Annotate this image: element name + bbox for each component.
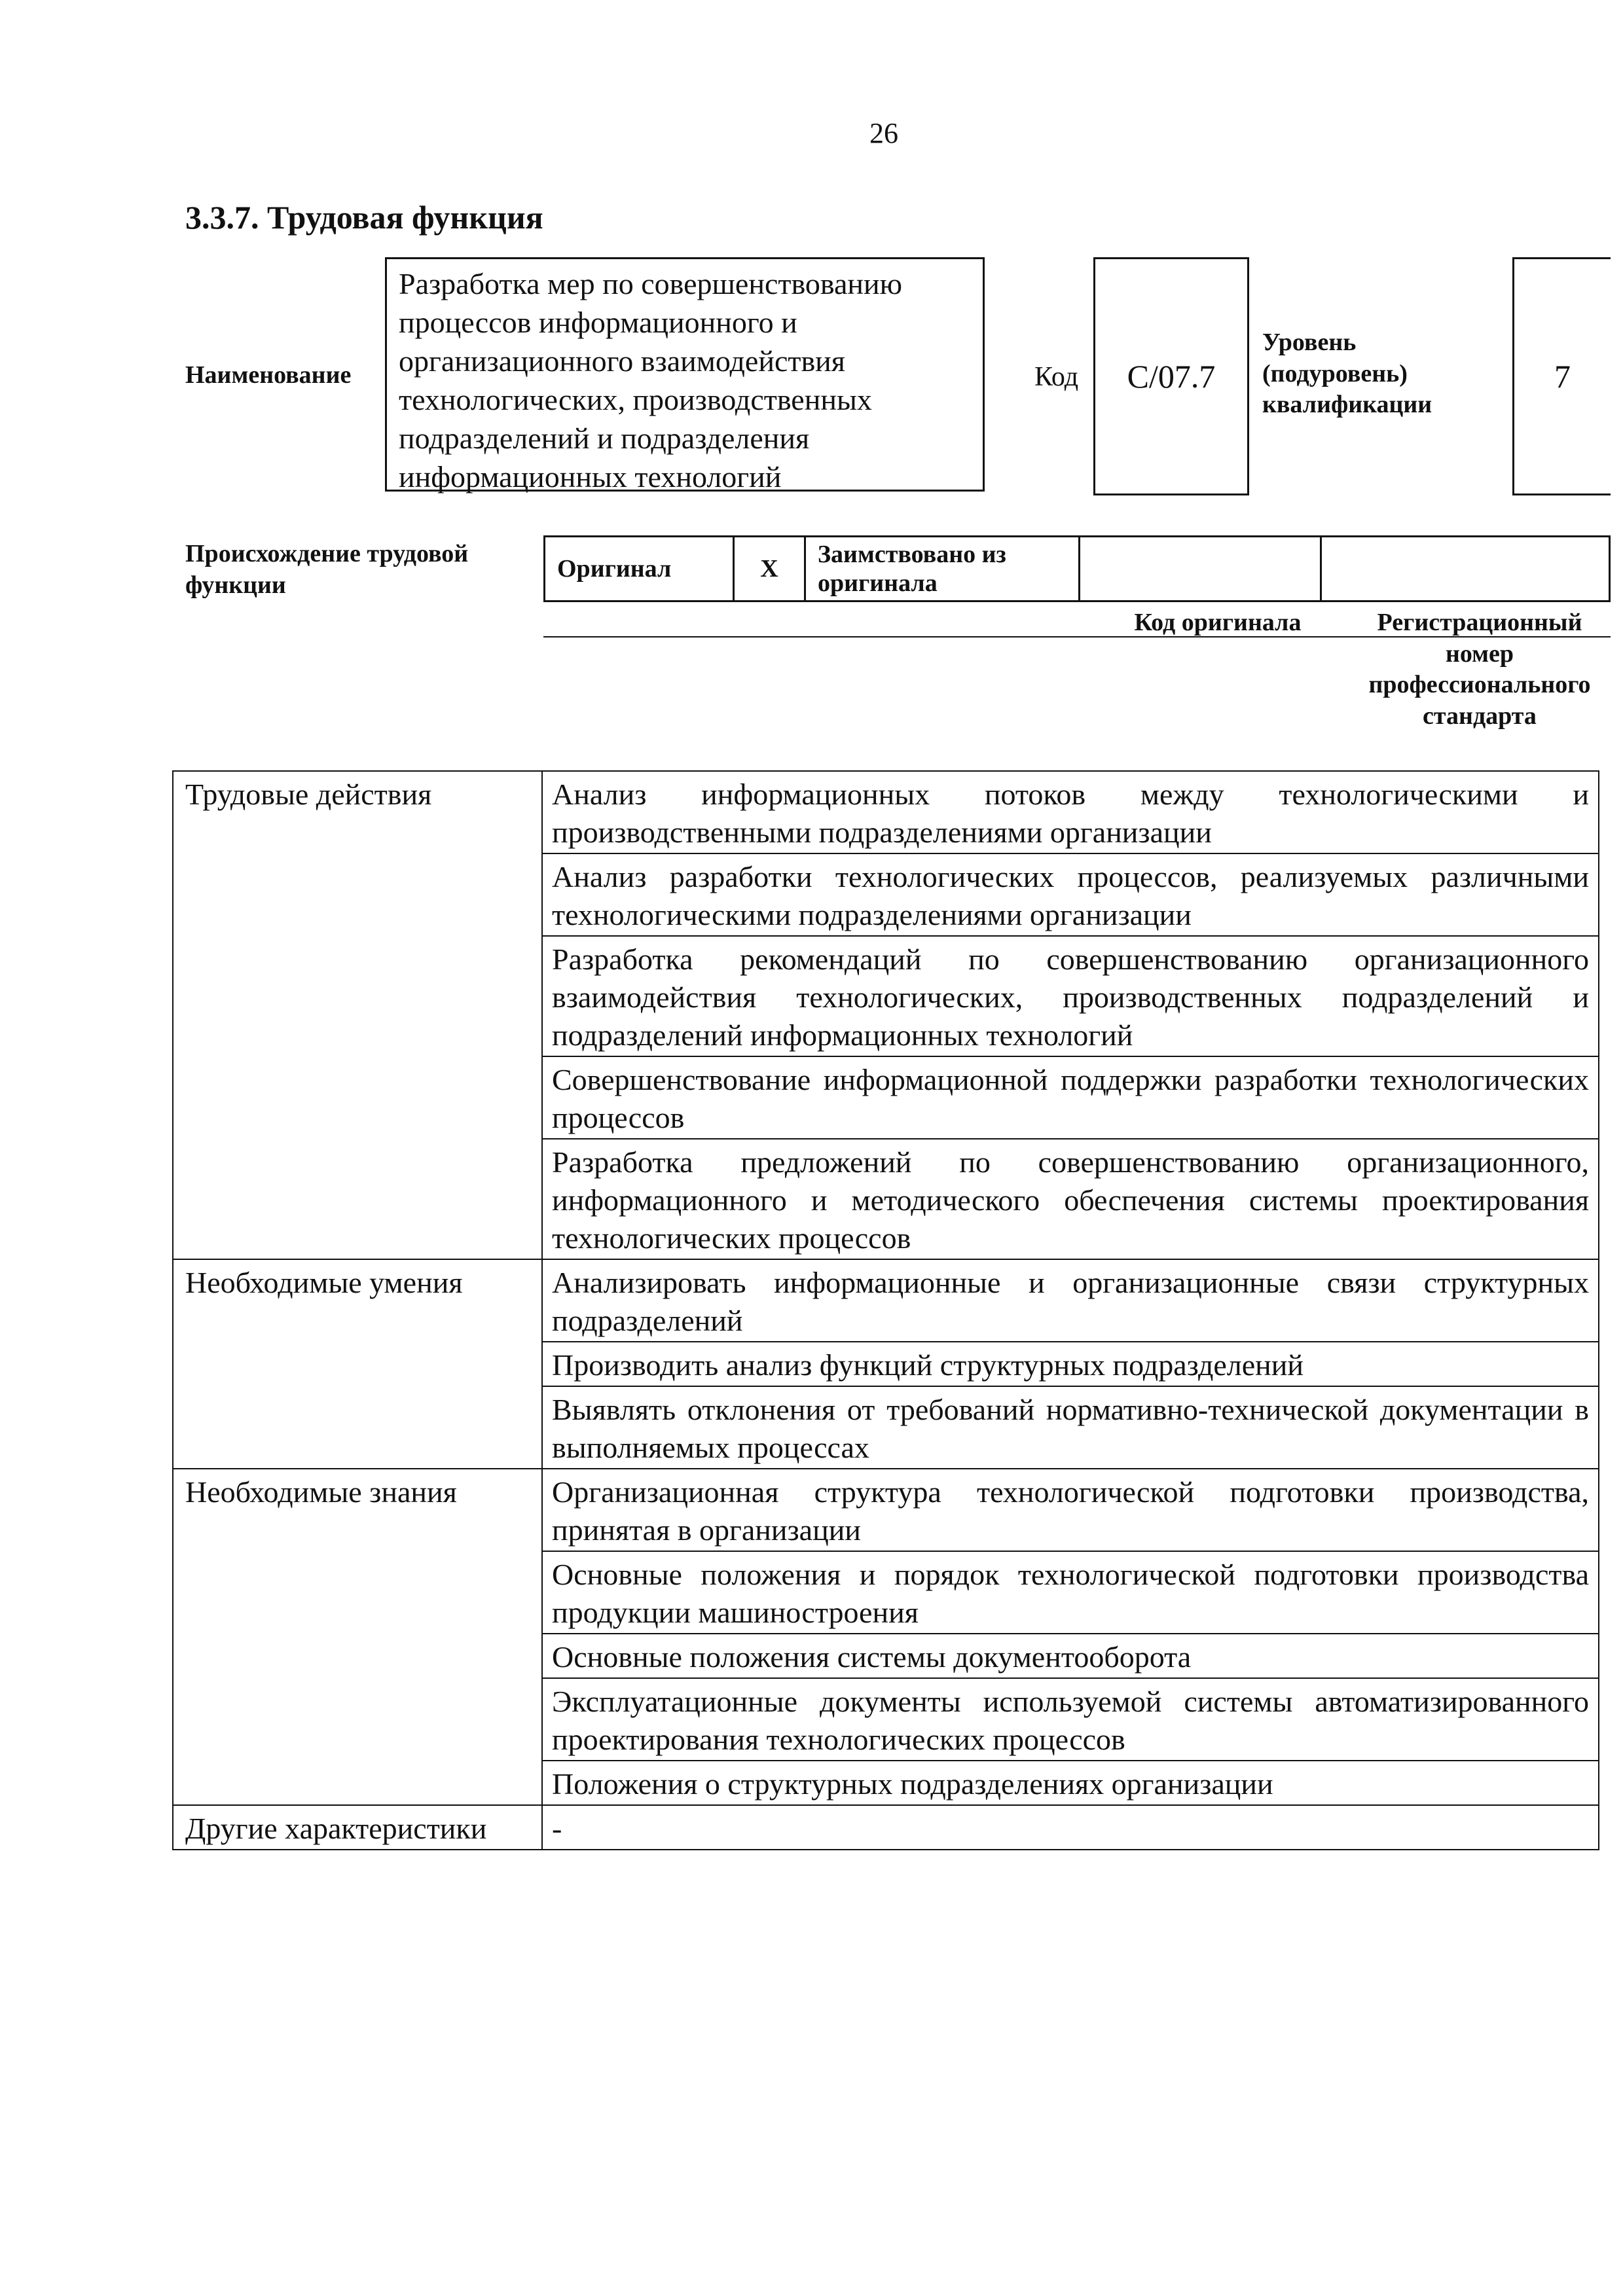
qualification-level-box: 7 <box>1512 257 1611 495</box>
function-details-table <box>172 770 1599 1850</box>
section-title-cell: Необходимые умения <box>173 1259 542 1469</box>
table-cell: Организационная структура технологической подготовки производства, принятая в организации <box>542 1469 1599 1551</box>
original-code-cell <box>1080 537 1321 601</box>
table-cell: Анализ разработки технологических процессов, реализуемых различными технологическими подразделениями организации <box>542 853 1599 936</box>
table-cell: Положения о структурных подразделениях организации <box>542 1761 1599 1805</box>
table-cell: Разработка предложений по совершенствованию организационного, информационного и методического обеспечения системы проектирования технологических процессов <box>542 1139 1599 1259</box>
origin-label: Происхождение трудовой функции <box>185 540 469 599</box>
table-cell: Совершенствование информационной поддержки разработки технологических процессов <box>542 1056 1599 1139</box>
borrowed-label: Заимствовано из оригинала <box>805 537 1080 601</box>
table-row <box>173 1805 1599 1850</box>
name-label: Наименование <box>185 361 352 389</box>
qualification-level-label: Уровень (подуровень) квалификации <box>1262 329 1432 418</box>
section-title-cell: Необходимые знания <box>173 1469 542 1805</box>
original-code-caption: Код оригинала <box>1134 609 1302 636</box>
table-cell: Производить анализ функций структурных подразделений <box>542 1342 1599 1386</box>
original-mark: X <box>734 537 805 601</box>
section-title-cell: Другие характеристики <box>173 1805 542 1850</box>
table-cell: Разработка рекомендаций по совершенствованию организационного взаимодействия технологических, производственных подразделений и подразделений информационных технологий <box>542 936 1599 1056</box>
code-box: C/07.7 <box>1093 257 1249 495</box>
page-number: 26 <box>869 117 898 149</box>
origin-table <box>543 535 1611 602</box>
section-title: 3.3.7. Трудовая функция <box>185 199 543 236</box>
original-label: Оригинал <box>545 537 734 601</box>
table-cell: Основные положения и порядок технологической подготовки производства продукции машиностроения <box>542 1551 1599 1634</box>
registration-number-cell <box>1321 537 1610 601</box>
table-row <box>173 771 1599 853</box>
table-cell: Эксплуатационные документы используемой системы автоматизированного проектирования технологических процессов <box>542 1678 1599 1761</box>
table-cell: Основные положения системы документооборота <box>542 1634 1599 1678</box>
code-label: Код <box>1034 362 1079 392</box>
table-cell: Анализ информационных потоков между технологическими и производственными подразделениями организации <box>542 771 1599 853</box>
table-cell: - <box>542 1805 1599 1850</box>
function-name-box: Разработка мер по совершенствованию процессов информационного и организационного взаимодействия технологических, производственных подразделений и подразделения информационных технологий <box>385 257 985 492</box>
table-cell: Анализировать информационные и организационные связи структурных подразделений <box>542 1259 1599 1342</box>
table-row <box>173 1259 1599 1342</box>
section-title-cell: Трудовые действия <box>173 771 542 1259</box>
table-cell: Выявлять отклонения от требований нормативно-технической документации в выполняемых процессах <box>542 1386 1599 1469</box>
table-row <box>173 1469 1599 1551</box>
registration-caption: Регистрационный номер профессионального стандарта <box>1368 609 1591 730</box>
